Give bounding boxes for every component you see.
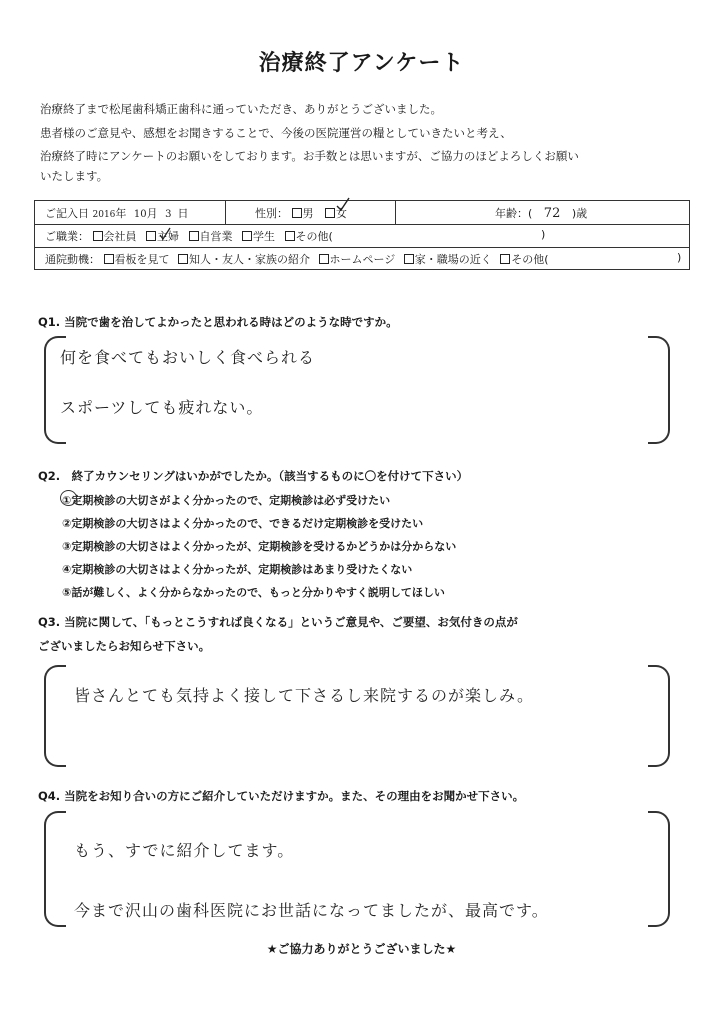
q3-label-line-2: ございましたらお知らせ下さい。	[38, 639, 211, 653]
date-field[interactable]: ご記入日 2016年 10月 3 日	[45, 207, 189, 220]
q2-option-1[interactable]: ①定期検診の大切さがよく分かったので、定期検診は必ず受けたい	[62, 494, 391, 507]
info-row-visit	[35, 247, 689, 269]
job-option-checkbox[interactable]	[146, 231, 156, 241]
q4-bracket-left	[44, 811, 66, 927]
q4-answer-line-1[interactable]: もう、すでに紹介してます。	[74, 841, 295, 860]
age-field[interactable]: 年齢：( 72 )歳	[495, 206, 588, 221]
q1-label: Q1. 当院で歯を治してよかったと思われる時はどのような時ですか。	[38, 315, 398, 329]
visit-option-checkbox[interactable]	[404, 254, 414, 264]
age-value: 72	[543, 206, 561, 221]
q2-selected-circle	[60, 490, 77, 506]
q4-bracket-right	[648, 811, 670, 927]
visit-option-checkbox[interactable]	[104, 254, 114, 264]
visit-option-checkbox[interactable]	[178, 254, 188, 264]
gender-female-checkbox[interactable]	[325, 208, 335, 218]
intro-line-4: いたします。	[40, 169, 109, 183]
job-option-checkbox[interactable]	[285, 231, 295, 241]
info-row-basic	[35, 201, 689, 225]
q2-option-4[interactable]: ④定期検診の大切さはよく分かったが、定期検診はあまり受けたくない	[62, 563, 413, 576]
date-year-value: 2016	[92, 210, 116, 220]
page-title: 治療終了アンケート	[258, 51, 465, 76]
q3-bracket-left	[44, 665, 66, 767]
thank-you-footer: ★ご協力ありがとうございました★	[266, 942, 457, 956]
q2-option-5[interactable]: ⑤話が難しく、よく分からなかったので、もっと分かりやすく説明してほしい	[62, 586, 445, 599]
gender-checkmark-icon	[335, 197, 351, 213]
date-month-value: 10	[133, 209, 147, 220]
q2-label: Q2. 終了カウンセリングはいかがでしたか。（該当するものに〇を付けて下さい）	[38, 469, 469, 483]
intro-line-3: 治療終了時にアンケートのお願いをしております。お手数とは思いますが、ご協力のほどよろしくお願い	[40, 149, 579, 163]
q4-label: Q4. 当院をお知り合いの方にご紹介していただけますか。また、その理由をお聞かせ下さい。	[38, 789, 525, 803]
intro-line-2: 患者様のご意見や、感想をお聞きすることで、今後の医院運営の糧としていきたいと考え、	[40, 126, 512, 140]
q3-answer-line-1[interactable]: 皆さんとても気持よく接して下さるし来院するのが楽しみ。	[74, 686, 534, 705]
gender-field[interactable]: 性別： 男 女	[255, 207, 347, 220]
patient-info-table	[34, 200, 690, 270]
visit-other-close: )	[677, 251, 682, 264]
q2-option-2[interactable]: ②定期検診の大切さはよく分かったので、できるだけ定期検診を受けたい	[62, 517, 424, 530]
q3-label-line-1: Q3. 当院に関して、「もっとこうすれば良くなる」というご意見や、ご要望、お気付きの点が	[38, 615, 518, 629]
q1-answer-line-2[interactable]: スポーツしても疲れない。	[60, 398, 264, 417]
job-other-close: )	[541, 228, 546, 241]
q3-bracket-right	[648, 665, 670, 767]
job-checkmark-icon	[159, 227, 171, 241]
job-option-checkbox[interactable]	[189, 231, 199, 241]
q2-option-3[interactable]: ③定期検診の大切さはよく分かったが、定期検診を受けるかどうかは分からない	[62, 540, 457, 553]
q4-answer-line-2[interactable]: 今まで沢山の歯科医院にお世話になってましたが、最高です。	[74, 901, 549, 920]
job-option-checkbox[interactable]	[242, 231, 252, 241]
info-row-job	[35, 224, 689, 248]
q1-answer-line-1[interactable]: 何を食べてもおいしく食べられる	[60, 348, 316, 367]
visit-option-checkbox[interactable]	[500, 254, 510, 264]
date-day-value: 3	[165, 209, 172, 220]
intro-line-1: 治療終了まで松尾歯科矯正歯科に通っていただき、ありがとうございました。	[40, 102, 443, 116]
visit-option-checkbox[interactable]	[319, 254, 329, 264]
q1-bracket-right	[648, 336, 670, 444]
visit-field[interactable]: 通院動機： 看板を見て 知人・友人・家族の紹介 ホームページ 家・職場の近く その他(	[45, 253, 549, 266]
gender-male-checkbox[interactable]	[292, 208, 302, 218]
job-option-checkbox[interactable]	[93, 231, 103, 241]
job-field[interactable]: ご職業： 会社員 主婦 自営業 学生 その他(	[45, 230, 333, 243]
